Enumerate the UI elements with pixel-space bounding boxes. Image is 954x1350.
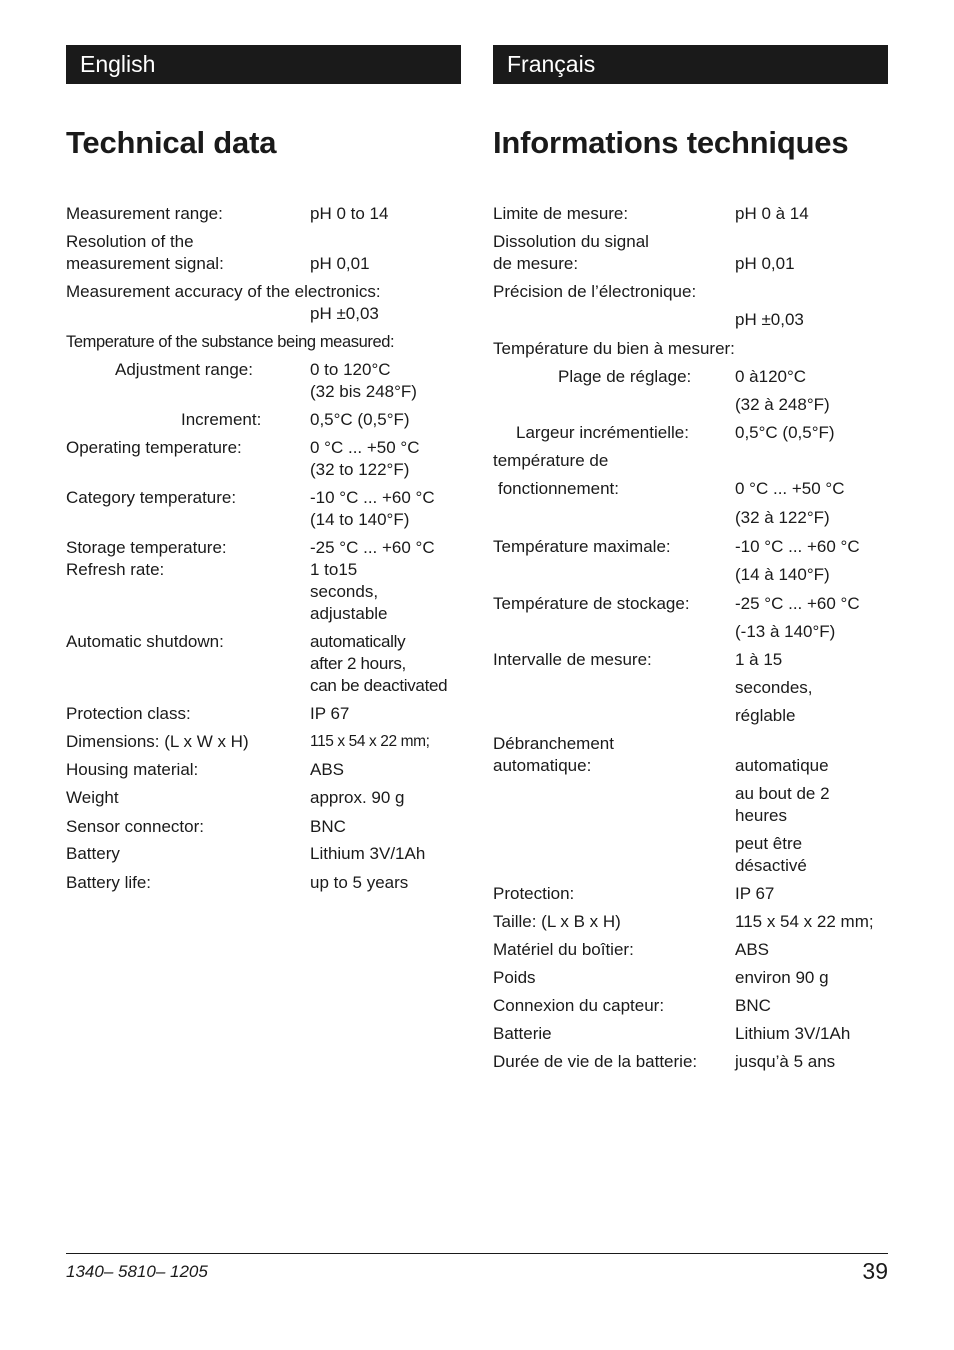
spec-row bbox=[66, 409, 461, 431]
spec-value: environ 90 g bbox=[735, 968, 829, 987]
spec-label: Measurement accuracy of the electronics: bbox=[66, 282, 381, 301]
spec-value: (-13 à 140°F) bbox=[735, 622, 836, 641]
spec-label bbox=[493, 507, 735, 529]
spec-value: (32 à 122°F) bbox=[735, 508, 830, 527]
spec-label: Largeur incrémentielle: bbox=[516, 423, 689, 442]
spec-label: Sensor connector: bbox=[66, 817, 204, 836]
spec-label bbox=[493, 705, 735, 727]
spec-label: Température de stockage: bbox=[493, 594, 690, 613]
spec-row bbox=[66, 816, 461, 838]
spec-row bbox=[66, 437, 461, 481]
spec-row bbox=[493, 536, 888, 558]
spec-row bbox=[493, 394, 888, 416]
spec-value: BNC bbox=[310, 817, 346, 836]
spec-label: Connexion du capteur: bbox=[493, 996, 665, 1015]
spec-value: -25 °C ... +60 °C bbox=[735, 594, 860, 613]
spec-row bbox=[493, 967, 888, 989]
spec-label bbox=[493, 833, 735, 877]
english-spec-list bbox=[66, 203, 461, 894]
french-spec-list bbox=[493, 203, 888, 1073]
spec-label: Débranchement automatique: bbox=[493, 734, 614, 775]
spec-label bbox=[493, 394, 735, 416]
spec-value: secondes, bbox=[735, 678, 813, 697]
spec-label: Category temperature: bbox=[66, 488, 237, 507]
spec-label: Température du bien à mesurer: bbox=[493, 339, 735, 358]
spec-value: BNC bbox=[735, 996, 771, 1015]
spec-row bbox=[493, 1023, 888, 1045]
spec-row bbox=[493, 281, 888, 303]
spec-value: pH 0,01 bbox=[735, 254, 795, 273]
spec-row bbox=[493, 621, 888, 643]
spec-label: Dissolution du signal de mesure: bbox=[493, 232, 649, 273]
spec-value: IP 67 bbox=[310, 704, 350, 723]
spec-row bbox=[66, 787, 461, 809]
spec-row bbox=[493, 833, 888, 877]
spec-value: pH ±0,03 bbox=[310, 304, 379, 323]
spec-value: automatically after 2 hours, can be deactivated bbox=[310, 632, 448, 695]
french-language-bar: Français bbox=[493, 45, 888, 84]
spec-row bbox=[493, 783, 888, 827]
spec-label bbox=[493, 564, 735, 586]
spec-value: -10 °C ... +60 °C (14 to 140°F) bbox=[310, 488, 435, 529]
spec-value: 0 °C ... +50 °C (32 to 122°F) bbox=[310, 438, 420, 479]
spec-value: pH 0 to 14 bbox=[310, 204, 389, 223]
page-number: 39 bbox=[862, 1258, 888, 1284]
spec-label bbox=[66, 303, 310, 325]
spec-row bbox=[493, 733, 888, 777]
spec-value: 115 x 54 x 22 mm; bbox=[310, 733, 430, 750]
spec-label: Température maximale: bbox=[493, 537, 671, 556]
spec-label: Durée de vie de la batterie: bbox=[493, 1052, 698, 1071]
spec-row bbox=[493, 911, 888, 933]
spec-value: up to 5 years bbox=[310, 873, 409, 892]
spec-value: Lithium 3V/1Ah bbox=[310, 844, 426, 863]
spec-value: (32 à 248°F) bbox=[735, 395, 830, 414]
spec-row bbox=[66, 203, 461, 225]
spec-row bbox=[66, 631, 461, 697]
spec-label: Adjustment range: bbox=[115, 360, 253, 379]
spec-row bbox=[493, 705, 888, 727]
spec-row bbox=[493, 593, 888, 615]
spec-row bbox=[66, 231, 461, 275]
spec-label: Intervalle de mesure: bbox=[493, 650, 652, 669]
spec-value: ABS bbox=[310, 760, 345, 779]
spec-row bbox=[66, 359, 461, 403]
spec-label: Poids bbox=[493, 968, 536, 987]
spec-value: pH 0 à 14 bbox=[735, 204, 809, 223]
spec-row bbox=[493, 231, 888, 275]
spec-value: 0,5°C (0,5°F) bbox=[735, 423, 835, 442]
english-language-bar: English bbox=[66, 45, 461, 84]
spec-value: IP 67 bbox=[735, 884, 775, 903]
spec-row bbox=[493, 1051, 888, 1073]
spec-row bbox=[493, 338, 888, 360]
spec-label: température de bbox=[493, 451, 609, 470]
spec-row bbox=[493, 649, 888, 671]
spec-value: 115 x 54 x 22 mm; bbox=[735, 912, 874, 931]
spec-row bbox=[66, 331, 461, 353]
spec-row bbox=[66, 303, 461, 325]
spec-row bbox=[493, 309, 888, 331]
spec-row bbox=[66, 843, 461, 865]
spec-value: 0,5°C (0,5°F) bbox=[310, 410, 410, 429]
spec-value: réglable bbox=[735, 706, 796, 725]
spec-row bbox=[66, 731, 461, 753]
spec-label: Housing material: bbox=[66, 760, 199, 779]
document-code: 1340– 5810– 1205 bbox=[66, 1262, 208, 1281]
spec-label: Matériel du boîtier: bbox=[493, 940, 634, 959]
spec-label: Storage temperature: Refresh rate: bbox=[66, 538, 227, 579]
spec-value: 1 à 15 bbox=[735, 650, 783, 669]
english-column bbox=[66, 45, 461, 892]
spec-label: Batterie bbox=[493, 1024, 552, 1043]
spec-label: Dimensions: (L x W x H) bbox=[66, 732, 249, 751]
spec-row bbox=[493, 478, 888, 500]
spec-label: Taille: (L x B x H) bbox=[493, 912, 621, 931]
spec-row bbox=[66, 487, 461, 531]
spec-value: -10 °C ... +60 °C bbox=[735, 537, 860, 556]
english-title: Technical data bbox=[66, 125, 277, 160]
spec-value: 0 à120°C bbox=[735, 367, 807, 386]
french-column bbox=[493, 45, 888, 1071]
spec-label: Weight bbox=[66, 788, 119, 807]
spec-label: Protection class: bbox=[66, 704, 191, 723]
spec-row bbox=[66, 759, 461, 781]
spec-row bbox=[493, 883, 888, 905]
footer-divider bbox=[66, 1253, 888, 1254]
spec-row bbox=[66, 872, 461, 894]
spec-label: Increment: bbox=[181, 410, 262, 429]
spec-value: ABS bbox=[735, 940, 770, 959]
spec-row bbox=[493, 939, 888, 961]
spec-value: -25 °C ... +60 °C 1 to15 seconds, adjustable bbox=[310, 538, 435, 623]
french-title: Informations techniques bbox=[493, 125, 849, 160]
spec-label: Measurement range: bbox=[66, 204, 223, 223]
spec-label: fonctionnement: bbox=[498, 479, 619, 498]
spec-label bbox=[493, 621, 735, 643]
spec-label: Plage de réglage: bbox=[558, 367, 692, 386]
spec-value: 0 °C ... +50 °C bbox=[735, 479, 845, 498]
spec-row bbox=[493, 366, 888, 388]
spec-label bbox=[493, 309, 735, 331]
spec-row bbox=[493, 203, 888, 225]
spec-row bbox=[66, 703, 461, 725]
spec-label: Temperature of the substance being measured: bbox=[66, 333, 395, 351]
spec-label: Limite de mesure: bbox=[493, 204, 629, 223]
spec-row bbox=[493, 422, 888, 444]
spec-value: approx. 90 g bbox=[310, 788, 405, 807]
spec-row bbox=[66, 537, 461, 625]
spec-label: Battery life: bbox=[66, 873, 152, 892]
spec-value: pH 0,01 bbox=[310, 254, 370, 273]
spec-value: jusqu’à 5 ans bbox=[735, 1052, 836, 1071]
spec-label: Précision de l’électronique: bbox=[493, 282, 697, 301]
spec-row bbox=[493, 507, 888, 529]
spec-row bbox=[493, 564, 888, 586]
spec-label bbox=[493, 677, 735, 699]
spec-value bbox=[735, 450, 888, 472]
spec-label: Battery bbox=[66, 844, 120, 863]
spec-row bbox=[66, 281, 461, 303]
spec-label: Protection: bbox=[493, 884, 575, 903]
spec-label: Operating temperature: bbox=[66, 438, 242, 457]
spec-value: 0 to 120°C (32 bis 248°F) bbox=[310, 360, 417, 401]
spec-label: Automatic shutdown: bbox=[66, 632, 224, 651]
spec-label bbox=[493, 783, 735, 827]
spec-row bbox=[493, 995, 888, 1017]
spec-label: Resolution of the measurement signal: bbox=[66, 232, 224, 273]
spec-value: Lithium 3V/1Ah bbox=[735, 1024, 851, 1043]
spec-value: pH ±0,03 bbox=[735, 310, 804, 329]
spec-row bbox=[493, 677, 888, 699]
spec-value: automatique bbox=[735, 756, 829, 775]
spec-value: peut être désactivé bbox=[735, 834, 807, 875]
spec-value: au bout de 2 heures bbox=[735, 784, 830, 825]
spec-value: (14 à 140°F) bbox=[735, 565, 830, 584]
spec-row bbox=[493, 450, 888, 472]
